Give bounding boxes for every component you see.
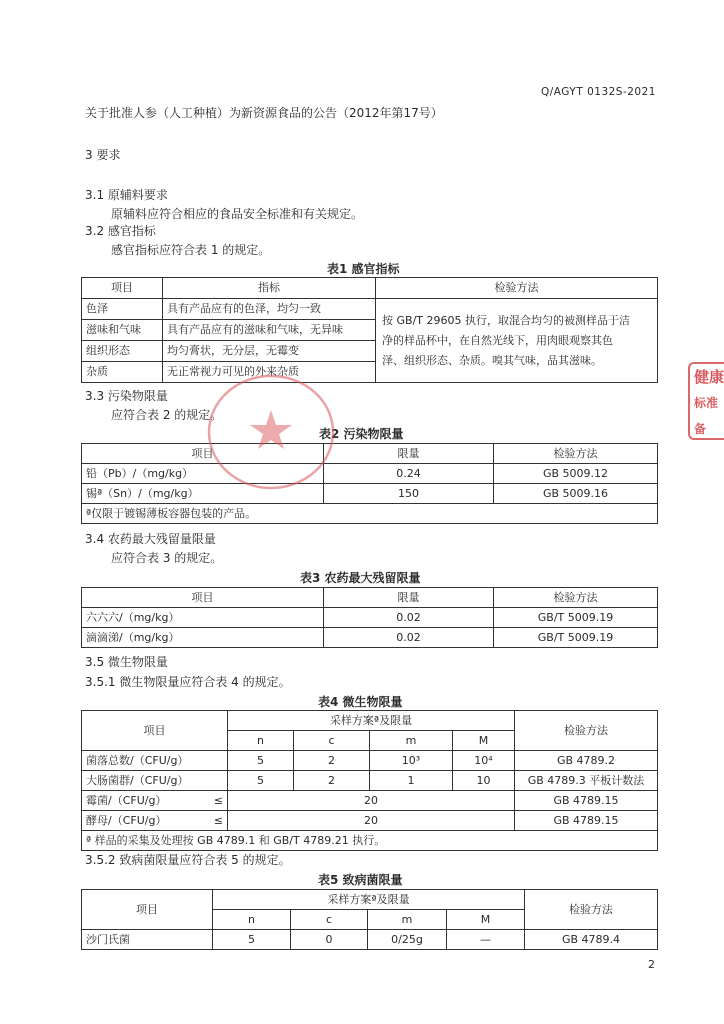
table-row	[82, 299, 658, 320]
side-stamp-text: 健康	[694, 368, 724, 386]
table-header-row	[82, 278, 658, 299]
table-cell: 杂质	[82, 362, 163, 383]
side-stamp-text: 标准备	[694, 396, 719, 436]
table5-caption: 表5 致病菌限量	[318, 873, 403, 887]
table-cell: 六六六/（mg/kg）	[82, 608, 324, 628]
method-line: 按 GB/T 29605 执行，取混合均匀的被测样品于洁	[382, 313, 630, 327]
table-cell: 150	[324, 484, 494, 504]
table-note-row	[82, 504, 658, 524]
table-header-cell: 检验方法	[515, 711, 658, 751]
section-3-5-1-text: 3.5.1 微生物限量应符合表 4 的规定。	[85, 675, 291, 689]
table-note: ª 样品的采集及处理按 GB 4789.1 和 GB/T 4789.21 执行。	[82, 831, 658, 851]
method-line: 泽、组织形态、杂质。嗅其气味，品其滋味。	[382, 353, 602, 367]
table-row	[82, 484, 658, 504]
table-cell	[82, 811, 228, 831]
test-method-cell	[376, 299, 658, 383]
table-cell: 20	[228, 791, 515, 811]
table-cell: 滋味和气味	[82, 320, 163, 341]
table-cell: GB/T 5009.19	[494, 608, 658, 628]
table-header-cell: c	[291, 910, 368, 930]
table-header-cell: n	[228, 731, 294, 751]
table-row	[82, 791, 658, 811]
table-row	[82, 771, 658, 791]
section-3-heading: 3 要求	[85, 148, 121, 162]
table-cell: 0.02	[324, 628, 494, 648]
method-line: 净的样品杯中，在自然光线下，用肉眼观察其色	[382, 333, 613, 347]
section-3-4-text: 应符合表 3 的规定。	[111, 551, 223, 565]
section-3-3-text: 应符合表 2 的规定。	[111, 408, 223, 422]
table-cell: GB 4789.15	[515, 811, 658, 831]
section-3-1-heading: 3.1 原辅料要求	[85, 188, 168, 202]
table-cell-item: 酵母/（CFU/g）	[86, 814, 167, 827]
reference-line: 关于批准人参（人工种植）为新资源食品的公告（2012年第17号）	[85, 106, 443, 120]
table-header-cell: n	[213, 910, 291, 930]
table-note: ª仅限于镀锡薄板容器包装的产品。	[82, 504, 658, 524]
table-cell: 10⁴	[453, 751, 515, 771]
table-cell: 20	[228, 811, 515, 831]
table-header-cell: M	[453, 731, 515, 751]
table-note-row	[82, 831, 658, 851]
table-header-cell: 限量	[324, 444, 494, 464]
table4-caption: 表4 微生物限量	[318, 695, 403, 709]
table-cell: 5	[228, 751, 294, 771]
table-row	[82, 628, 658, 648]
table-cell: 色泽	[82, 299, 163, 320]
table-cell: 滴滴涕/（mg/kg）	[82, 628, 324, 648]
table-cell: 均匀膏状，无分层，无霉变	[163, 341, 376, 362]
table-header-cell: 采样方案ª及限量	[213, 890, 525, 910]
table-cell: GB 4789.15	[515, 791, 658, 811]
table-cell: 菌落总数/（CFU/g）	[82, 751, 228, 771]
section-3-5-2-text: 3.5.2 致病菌限量应符合表 5 的规定。	[85, 853, 291, 867]
table-header-row	[82, 588, 658, 608]
table-row	[82, 608, 658, 628]
table-cell: GB 4789.2	[515, 751, 658, 771]
table-header-cell: 检验方法	[494, 444, 658, 464]
table-cell-item: 霉菌/（CFU/g）	[86, 794, 167, 807]
official-seal-stamp	[204, 372, 338, 492]
table-cell: GB/T 5009.19	[494, 628, 658, 648]
section-3-2-heading: 3.2 感官指标	[85, 224, 156, 238]
table-cell: 0	[291, 930, 368, 950]
table-cell: 10	[453, 771, 515, 791]
table-header-cell: c	[294, 731, 370, 751]
table-header-cell: 项目	[82, 444, 324, 464]
table-cell: 2	[294, 751, 370, 771]
table-header-cell: 项目	[82, 890, 213, 930]
table-cell: 锡ª（Sn）/（mg/kg）	[82, 484, 324, 504]
table-cell-operator: ≤	[213, 794, 223, 807]
table2-caption: 表2 污染物限量	[319, 427, 404, 441]
table-header-cell: 指标	[163, 278, 376, 299]
table-cell: 具有产品应有的滋味和气味，无异味	[163, 320, 376, 341]
section-3-2-text: 感官指标应符合表 1 的规定。	[111, 243, 271, 257]
table-header-cell: 检验方法	[494, 588, 658, 608]
table4-microbes	[81, 710, 658, 851]
section-3-5-heading: 3.5 微生物限量	[85, 655, 168, 669]
table3-caption: 表3 农药最大残留限量	[300, 571, 421, 585]
table-cell: 10³	[370, 751, 453, 771]
section-3-1-text: 原辅料应符合相应的食品安全标准和有关规定。	[111, 207, 364, 221]
table-cell: 2	[294, 771, 370, 791]
table-cell: 5	[228, 771, 294, 791]
table-header-cell: 项目	[82, 278, 163, 299]
table-cell: 具有产品应有的色泽，均匀一致	[163, 299, 376, 320]
section-3-3-heading: 3.3 污染物限量	[85, 389, 168, 403]
table-header-cell: 采样方案ª及限量	[228, 711, 515, 731]
table1-sensory	[81, 277, 658, 383]
table-cell: GB 5009.16	[494, 484, 658, 504]
table-cell: 0.02	[324, 608, 494, 628]
section-3-4-heading: 3.4 农药最大残留量限量	[85, 532, 216, 546]
table-cell: 大肠菌群/（CFU/g）	[82, 771, 228, 791]
table-cell: 组织形态	[82, 341, 163, 362]
table-row	[82, 464, 658, 484]
side-stamp	[688, 362, 724, 440]
table-header-cell: 检验方法	[376, 278, 658, 299]
table-header-cell: 项目	[82, 588, 324, 608]
table-header-cell: 项目	[82, 711, 228, 751]
table-cell: 5	[213, 930, 291, 950]
table2-contaminants	[81, 443, 658, 524]
table-cell: GB 5009.12	[494, 464, 658, 484]
standard-number: Q/AGYT 0132S-2021	[541, 86, 656, 98]
table5-pathogens	[81, 889, 658, 950]
table-header-cell: m	[368, 910, 447, 930]
table-cell: GB 4789.4	[525, 930, 658, 950]
table-header-cell: 限量	[324, 588, 494, 608]
table-cell: —	[447, 930, 525, 950]
table-row	[82, 751, 658, 771]
table-cell: 1	[370, 771, 453, 791]
table-cell: 0/25g	[368, 930, 447, 950]
table-header-row	[82, 711, 658, 731]
table-cell: 沙门氏菌	[82, 930, 213, 950]
table-cell: GB 4789.3 平板计数法	[515, 771, 658, 791]
page-number: 2	[648, 958, 655, 971]
table-cell	[82, 791, 228, 811]
table1-caption: 表1 感官指标	[327, 262, 400, 276]
table-header-cell: m	[370, 731, 453, 751]
table-cell-operator: ≤	[213, 814, 223, 827]
table-header-row	[82, 890, 658, 910]
table-cell: 铅（Pb）/（mg/kg）	[82, 464, 324, 484]
table-header-row	[82, 444, 658, 464]
table-cell: 0.24	[324, 464, 494, 484]
table-row	[82, 930, 658, 950]
table3-pesticides	[81, 587, 658, 648]
table-row	[82, 811, 658, 831]
table-header-cell: M	[447, 910, 525, 930]
table-cell: 无正常视力可见的外来杂质	[163, 362, 376, 383]
table-header-cell: 检验方法	[525, 890, 658, 930]
